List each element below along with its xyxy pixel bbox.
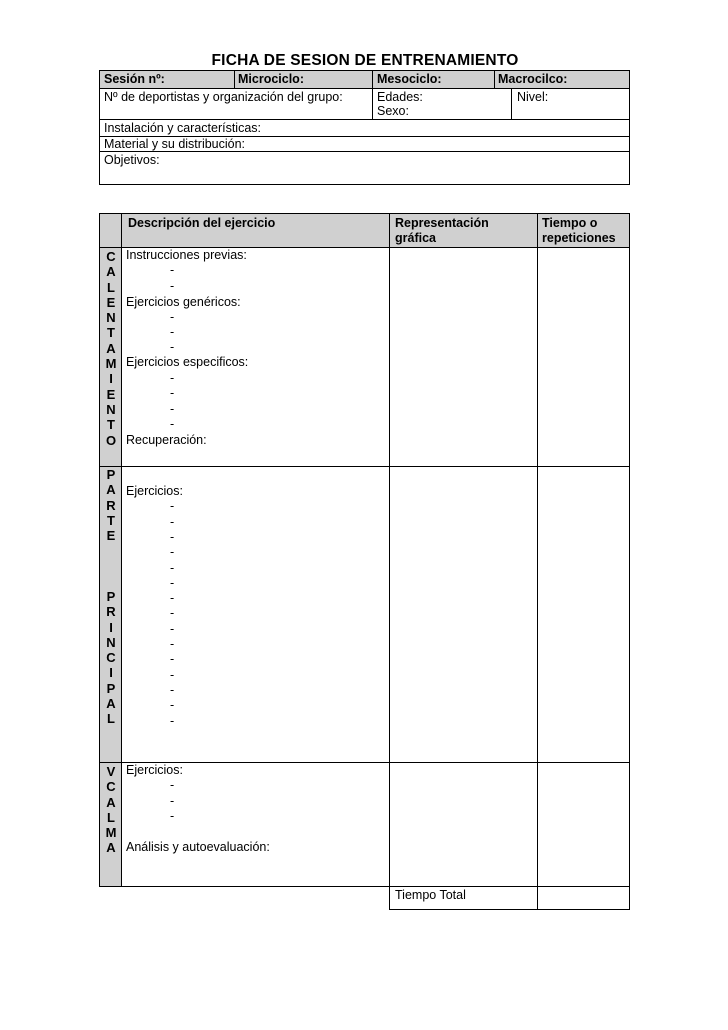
list-item: - (170, 698, 175, 712)
list-item: - (170, 515, 175, 529)
list-item: - (170, 386, 175, 400)
list-item: - (170, 809, 175, 823)
list-item: - (170, 794, 175, 808)
exercise-table (99, 213, 630, 887)
instalacion-label: Instalación y características: (104, 121, 262, 135)
list-item: - (170, 714, 175, 728)
list-item: - (170, 576, 175, 590)
list-item: - (170, 310, 175, 324)
list-item: - (170, 263, 175, 277)
page-title: FICHA DE SESION DE ENTRENAMIENTO (211, 52, 519, 69)
analisis-autoevaluacion: Análisis y autoevaluación: (126, 840, 270, 854)
col-descripcion: Descripción del ejercicio (128, 216, 276, 230)
nivel-label: Nivel: (517, 90, 549, 104)
list-item: - (170, 340, 175, 354)
microciclo-label: Microciclo: (238, 72, 304, 86)
col-tiempo: Tiempo o repeticiones (542, 216, 616, 245)
instrucciones-previas: Instrucciones previas: (126, 248, 247, 262)
list-item: - (170, 545, 175, 559)
calentamiento-vertical-label: C A L E N T A M I E N T O (105, 249, 117, 448)
sexo-label: Sexo: (377, 104, 409, 118)
list-item: - (170, 371, 175, 385)
list-item: - (170, 499, 175, 513)
list-item: - (170, 325, 175, 339)
sesion-label: Sesión nº: (104, 72, 165, 86)
vcalma-vertical-label: V C A L M A (105, 764, 117, 856)
list-item: - (170, 591, 175, 605)
recuperacion: Recuperación: (126, 433, 207, 447)
edades-label: Edades: (377, 90, 423, 104)
list-item: - (170, 683, 175, 697)
list-item: - (170, 561, 175, 575)
list-item: - (170, 279, 175, 293)
list-item: - (170, 402, 175, 416)
material-label: Material y su distribución: (104, 137, 246, 151)
col-representacion: Representación gráfica (395, 216, 489, 245)
list-item: - (170, 606, 175, 620)
list-item: - (170, 668, 175, 682)
list-item: - (170, 417, 175, 431)
macrociclo-label: Macrocilco: (498, 72, 568, 86)
list-item: - (170, 652, 175, 666)
list-item: - (170, 530, 175, 544)
objetivos-label: Objetivos: (104, 153, 160, 167)
mesociclo-label: Mesociclo: (377, 72, 442, 86)
list-item: - (170, 622, 175, 636)
deportistas-label: Nº de deportistas y organización del grupo: (104, 90, 343, 104)
tiempo-total-label: Tiempo Total (395, 888, 466, 902)
list-item: - (170, 778, 175, 792)
ejercicios-especificos: Ejercicios especificos: (126, 355, 249, 369)
principal-vertical-label: P R I N C I P A L (106, 589, 116, 727)
ejercicios-principal: Ejercicios: (126, 484, 183, 498)
parte-vertical-label: P A R T E (106, 467, 116, 544)
ejercicios-genericos: Ejercicios genéricos: (126, 295, 241, 309)
ejercicios-calma: Ejercicios: (126, 763, 183, 777)
list-item: - (170, 637, 175, 651)
